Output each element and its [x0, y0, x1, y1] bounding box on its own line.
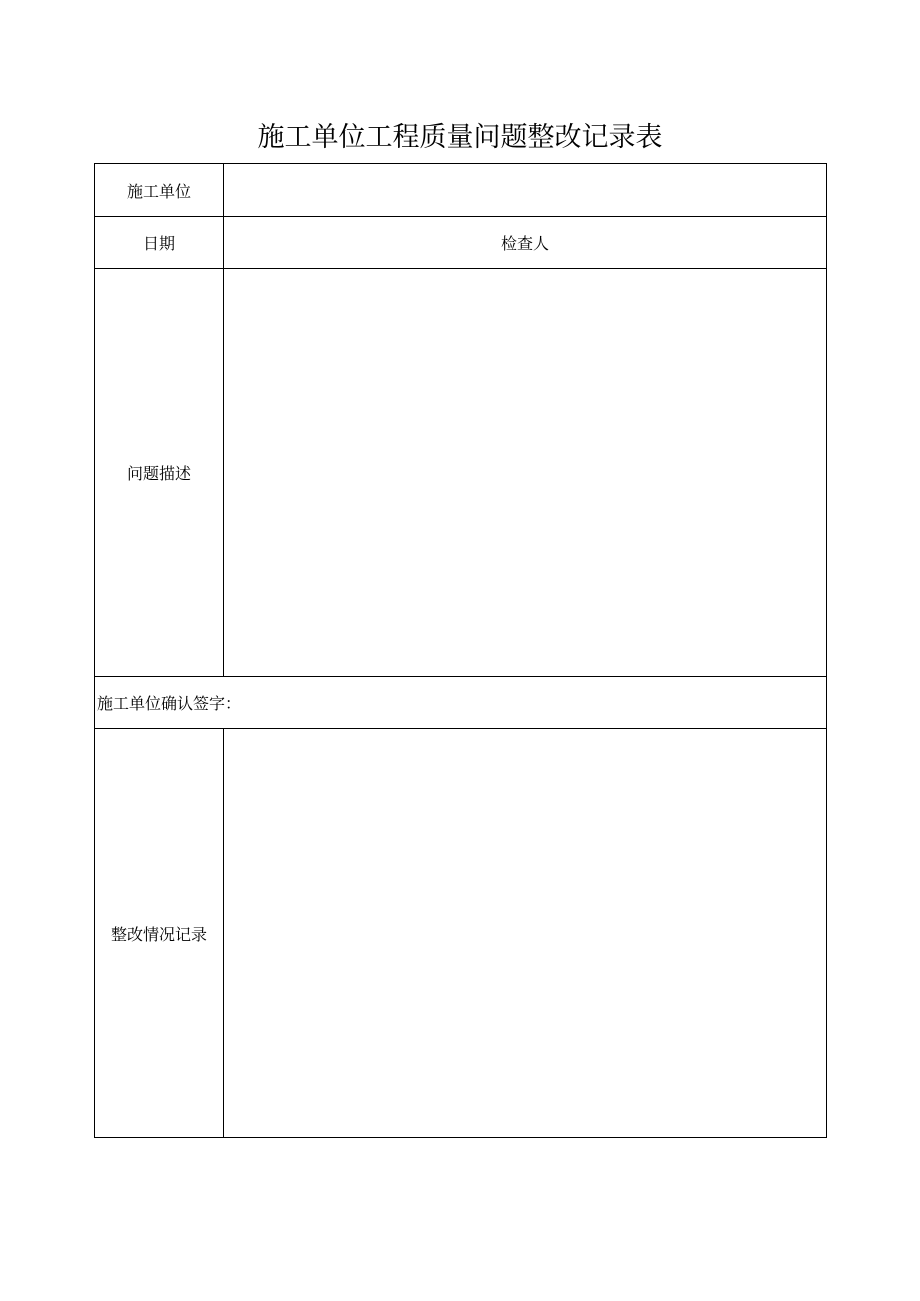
construction-unit-label: 施工单位	[95, 164, 224, 217]
date-label: 日期	[95, 217, 224, 269]
unit-confirmation-signature[interactable]: 施工单位确认签字：	[95, 677, 827, 729]
problem-description-label: 问题描述	[95, 269, 224, 677]
row-rectification-record	[95, 729, 827, 1138]
inspector-label: 检查人	[224, 217, 827, 269]
page-title: 施工单位工程质量问题整改记录表	[257, 122, 663, 153]
row-unit-confirmation	[95, 677, 827, 729]
rectification-record-table	[94, 163, 827, 1138]
construction-unit-field[interactable]	[224, 164, 827, 217]
row-construction-unit	[95, 164, 827, 217]
row-problem-description	[95, 269, 827, 677]
rectification-record-label: 整改情况记录	[95, 729, 224, 1138]
problem-description-field[interactable]	[224, 269, 827, 677]
rectification-record-field[interactable]	[224, 729, 827, 1138]
row-date-inspector	[95, 217, 827, 269]
